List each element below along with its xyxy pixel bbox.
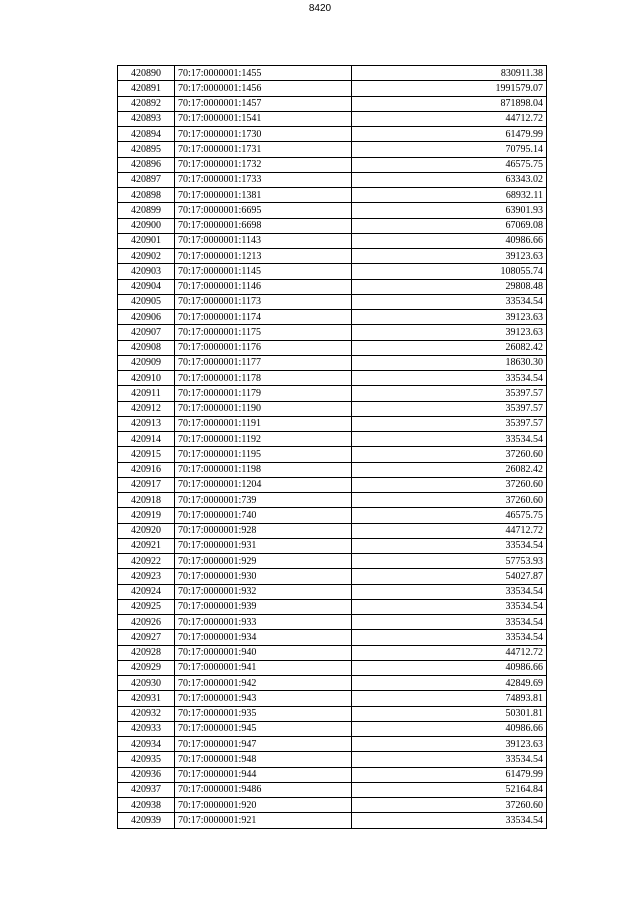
row-number: 420921 xyxy=(118,538,175,553)
table-row xyxy=(118,218,547,233)
cadastral-number: 70:17:0000001:1192 xyxy=(175,432,352,447)
row-number: 420925 xyxy=(118,599,175,614)
cadastral-value: 61479.99 xyxy=(352,767,547,782)
row-number: 420917 xyxy=(118,477,175,492)
row-number: 420920 xyxy=(118,523,175,538)
cadastral-number: 70:17:0000001:939 xyxy=(175,599,352,614)
row-number: 420922 xyxy=(118,554,175,569)
cadastral-number: 70:17:0000001:928 xyxy=(175,523,352,538)
table-body xyxy=(118,66,547,829)
cadastral-value: 39123.63 xyxy=(352,737,547,752)
table-row xyxy=(118,782,547,797)
cadastral-number: 70:17:0000001:1174 xyxy=(175,310,352,325)
cadastral-number: 70:17:0000001:948 xyxy=(175,752,352,767)
row-number: 420930 xyxy=(118,676,175,691)
cadastral-number: 70:17:0000001:931 xyxy=(175,538,352,553)
cadastral-value: 37260.60 xyxy=(352,477,547,492)
table-row xyxy=(118,81,547,96)
row-number: 420907 xyxy=(118,325,175,340)
cadastral-number: 70:17:0000001:929 xyxy=(175,554,352,569)
table-row xyxy=(118,721,547,736)
row-number: 420915 xyxy=(118,447,175,462)
row-number: 420905 xyxy=(118,294,175,309)
cadastral-value: 33534.54 xyxy=(352,538,547,553)
cadastral-number: 70:17:0000001:945 xyxy=(175,721,352,736)
row-number: 420910 xyxy=(118,371,175,386)
cadastral-number: 70:17:0000001:1381 xyxy=(175,188,352,203)
table-row xyxy=(118,523,547,538)
row-number: 420902 xyxy=(118,249,175,264)
row-number: 420936 xyxy=(118,767,175,782)
row-number: 420913 xyxy=(118,416,175,431)
table-row xyxy=(118,599,547,614)
cadastral-value: 35397.57 xyxy=(352,401,547,416)
cadastral-number: 70:17:0000001:1179 xyxy=(175,386,352,401)
table-row xyxy=(118,569,547,584)
row-number: 420901 xyxy=(118,233,175,248)
cadastral-number: 70:17:0000001:1213 xyxy=(175,249,352,264)
row-number: 420937 xyxy=(118,782,175,797)
table-row xyxy=(118,554,547,569)
row-number: 420903 xyxy=(118,264,175,279)
table-row xyxy=(118,508,547,523)
row-number: 420916 xyxy=(118,462,175,477)
row-number: 420911 xyxy=(118,386,175,401)
cadastral-value: 70795.14 xyxy=(352,142,547,157)
cadastral-value: 33534.54 xyxy=(352,813,547,828)
row-number: 420926 xyxy=(118,615,175,630)
cadastral-number: 70:17:0000001:1173 xyxy=(175,294,352,309)
cadastral-value: 1991579.07 xyxy=(352,81,547,96)
table-row xyxy=(118,111,547,126)
row-number: 420928 xyxy=(118,645,175,660)
cadastral-value: 61479.99 xyxy=(352,127,547,142)
row-number: 420929 xyxy=(118,660,175,675)
cadastral-value: 33534.54 xyxy=(352,599,547,614)
table-row xyxy=(118,157,547,172)
cadastral-value: 44712.72 xyxy=(352,523,547,538)
cadastral-value: 74893.81 xyxy=(352,691,547,706)
table-row xyxy=(118,203,547,218)
row-number: 420927 xyxy=(118,630,175,645)
cadastral-value: 33534.54 xyxy=(352,615,547,630)
cadastral-number: 70:17:0000001:1730 xyxy=(175,127,352,142)
cadastral-value: 29808.48 xyxy=(352,279,547,294)
cadastral-number: 70:17:0000001:1198 xyxy=(175,462,352,477)
row-number: 420896 xyxy=(118,157,175,172)
cadastral-number: 70:17:0000001:739 xyxy=(175,493,352,508)
row-number: 420919 xyxy=(118,508,175,523)
cadastral-number: 70:17:0000001:1178 xyxy=(175,371,352,386)
table-row xyxy=(118,249,547,264)
cadastral-number: 70:17:0000001:1177 xyxy=(175,355,352,370)
table-row xyxy=(118,447,547,462)
cadastral-value: 52164.84 xyxy=(352,782,547,797)
row-number: 420893 xyxy=(118,111,175,126)
cadastral-number: 70:17:0000001:920 xyxy=(175,798,352,813)
row-number: 420938 xyxy=(118,798,175,813)
cadastral-value: 33534.54 xyxy=(352,371,547,386)
cadastral-number: 70:17:0000001:1143 xyxy=(175,233,352,248)
cadastral-number: 70:17:0000001:1175 xyxy=(175,325,352,340)
table-row xyxy=(118,416,547,431)
table-row xyxy=(118,172,547,187)
row-number: 420906 xyxy=(118,310,175,325)
table-row xyxy=(118,371,547,386)
table-row xyxy=(118,279,547,294)
cadastral-number: 70:17:0000001:943 xyxy=(175,691,352,706)
row-number: 420933 xyxy=(118,721,175,736)
table-row xyxy=(118,584,547,599)
row-number: 420897 xyxy=(118,172,175,187)
cadastral-number: 70:17:0000001:921 xyxy=(175,813,352,828)
row-number: 420918 xyxy=(118,493,175,508)
table-row xyxy=(118,432,547,447)
cadastral-number: 70:17:0000001:934 xyxy=(175,630,352,645)
row-number: 420891 xyxy=(118,81,175,96)
cadastral-value: 39123.63 xyxy=(352,310,547,325)
cadastral-value: 39123.63 xyxy=(352,325,547,340)
cadastral-number: 70:17:0000001:935 xyxy=(175,706,352,721)
cadastral-number: 70:17:0000001:9486 xyxy=(175,782,352,797)
table-row xyxy=(118,706,547,721)
row-number: 420923 xyxy=(118,569,175,584)
cadastral-value: 54027.87 xyxy=(352,569,547,584)
row-number: 420935 xyxy=(118,752,175,767)
row-number: 420895 xyxy=(118,142,175,157)
table-row xyxy=(118,96,547,111)
row-number: 420912 xyxy=(118,401,175,416)
cadastral-value: 33534.54 xyxy=(352,752,547,767)
cadastral-number: 70:17:0000001:947 xyxy=(175,737,352,752)
table-row xyxy=(118,127,547,142)
cadastral-value: 63343.02 xyxy=(352,172,547,187)
table-row xyxy=(118,66,547,81)
cadastral-value: 35397.57 xyxy=(352,416,547,431)
cadastral-number: 70:17:0000001:6695 xyxy=(175,203,352,218)
cadastral-value: 63901.93 xyxy=(352,203,547,218)
row-number: 420892 xyxy=(118,96,175,111)
cadastral-value: 67069.08 xyxy=(352,218,547,233)
cadastral-value: 35397.57 xyxy=(352,386,547,401)
row-number: 420894 xyxy=(118,127,175,142)
table-row xyxy=(118,767,547,782)
row-number: 420924 xyxy=(118,584,175,599)
cadastral-number: 70:17:0000001:1146 xyxy=(175,279,352,294)
table-row xyxy=(118,660,547,675)
cadastral-value: 40986.66 xyxy=(352,721,547,736)
row-number: 420890 xyxy=(118,66,175,81)
row-number: 420931 xyxy=(118,691,175,706)
cadastral-value: 37260.60 xyxy=(352,493,547,508)
cadastral-value: 40986.66 xyxy=(352,233,547,248)
row-number: 420939 xyxy=(118,813,175,828)
cadastral-value: 46575.75 xyxy=(352,157,547,172)
table-row xyxy=(118,310,547,325)
table-row xyxy=(118,401,547,416)
cadastral-value: 33534.54 xyxy=(352,294,547,309)
page-number: 8420 xyxy=(308,3,332,14)
cadastral-number: 70:17:0000001:1732 xyxy=(175,157,352,172)
table-row xyxy=(118,676,547,691)
table-row xyxy=(118,462,547,477)
cadastral-value: 33534.54 xyxy=(352,584,547,599)
cadastral-value: 46575.75 xyxy=(352,508,547,523)
cadastral-number: 70:17:0000001:1455 xyxy=(175,66,352,81)
table-row xyxy=(118,477,547,492)
cadastral-number: 70:17:0000001:1541 xyxy=(175,111,352,126)
cadastral-value: 37260.60 xyxy=(352,798,547,813)
table-row xyxy=(118,340,547,355)
table-row xyxy=(118,813,547,828)
table-row xyxy=(118,188,547,203)
cadastral-value: 108055.74 xyxy=(352,264,547,279)
cadastral-number: 70:17:0000001:930 xyxy=(175,569,352,584)
cadastral-value: 33534.54 xyxy=(352,630,547,645)
row-number: 420914 xyxy=(118,432,175,447)
cadastral-number: 70:17:0000001:740 xyxy=(175,508,352,523)
cadastral-number: 70:17:0000001:932 xyxy=(175,584,352,599)
table-row xyxy=(118,264,547,279)
row-number: 420934 xyxy=(118,737,175,752)
cadastral-number: 70:17:0000001:1731 xyxy=(175,142,352,157)
table-row xyxy=(118,615,547,630)
row-number: 420899 xyxy=(118,203,175,218)
cadastral-value: 26082.42 xyxy=(352,462,547,477)
table-row xyxy=(118,630,547,645)
cadastral-value: 37260.60 xyxy=(352,447,547,462)
table-row xyxy=(118,645,547,660)
cadastral-number: 70:17:0000001:1456 xyxy=(175,81,352,96)
cadastral-number: 70:17:0000001:6698 xyxy=(175,218,352,233)
cadastral-value: 42849.69 xyxy=(352,676,547,691)
cadastral-value: 871898.04 xyxy=(352,96,547,111)
cadastral-number: 70:17:0000001:933 xyxy=(175,615,352,630)
cadastral-number: 70:17:0000001:1195 xyxy=(175,447,352,462)
cadastral-value: 68932.11 xyxy=(352,188,547,203)
cadastral-value: 39123.63 xyxy=(352,249,547,264)
cadastral-value-table xyxy=(117,65,547,829)
cadastral-number: 70:17:0000001:944 xyxy=(175,767,352,782)
table-row xyxy=(118,691,547,706)
cadastral-number: 70:17:0000001:1190 xyxy=(175,401,352,416)
table-row xyxy=(118,538,547,553)
table-row xyxy=(118,294,547,309)
cadastral-number: 70:17:0000001:1145 xyxy=(175,264,352,279)
row-number: 420898 xyxy=(118,188,175,203)
cadastral-value: 44712.72 xyxy=(352,645,547,660)
table-row xyxy=(118,142,547,157)
row-number: 420932 xyxy=(118,706,175,721)
table-row xyxy=(118,233,547,248)
cadastral-number: 70:17:0000001:941 xyxy=(175,660,352,675)
cadastral-value: 26082.42 xyxy=(352,340,547,355)
cadastral-value: 830911.38 xyxy=(352,66,547,81)
row-number: 420904 xyxy=(118,279,175,294)
row-number: 420908 xyxy=(118,340,175,355)
table-row xyxy=(118,355,547,370)
cadastral-value: 33534.54 xyxy=(352,432,547,447)
table-row xyxy=(118,386,547,401)
table-row xyxy=(118,737,547,752)
row-number: 420900 xyxy=(118,218,175,233)
table-row xyxy=(118,752,547,767)
cadastral-value: 50301.81 xyxy=(352,706,547,721)
cadastral-value: 40986.66 xyxy=(352,660,547,675)
cadastral-number: 70:17:0000001:1191 xyxy=(175,416,352,431)
cadastral-number: 70:17:0000001:1457 xyxy=(175,96,352,111)
cadastral-number: 70:17:0000001:942 xyxy=(175,676,352,691)
cadastral-value: 44712.72 xyxy=(352,111,547,126)
cadastral-number: 70:17:0000001:1204 xyxy=(175,477,352,492)
table-row xyxy=(118,493,547,508)
cadastral-value: 57753.93 xyxy=(352,554,547,569)
table-row xyxy=(118,798,547,813)
cadastral-number: 70:17:0000001:940 xyxy=(175,645,352,660)
cadastral-number: 70:17:0000001:1176 xyxy=(175,340,352,355)
cadastral-number: 70:17:0000001:1733 xyxy=(175,172,352,187)
table-row xyxy=(118,325,547,340)
cadastral-value: 18630.30 xyxy=(352,355,547,370)
row-number: 420909 xyxy=(118,355,175,370)
